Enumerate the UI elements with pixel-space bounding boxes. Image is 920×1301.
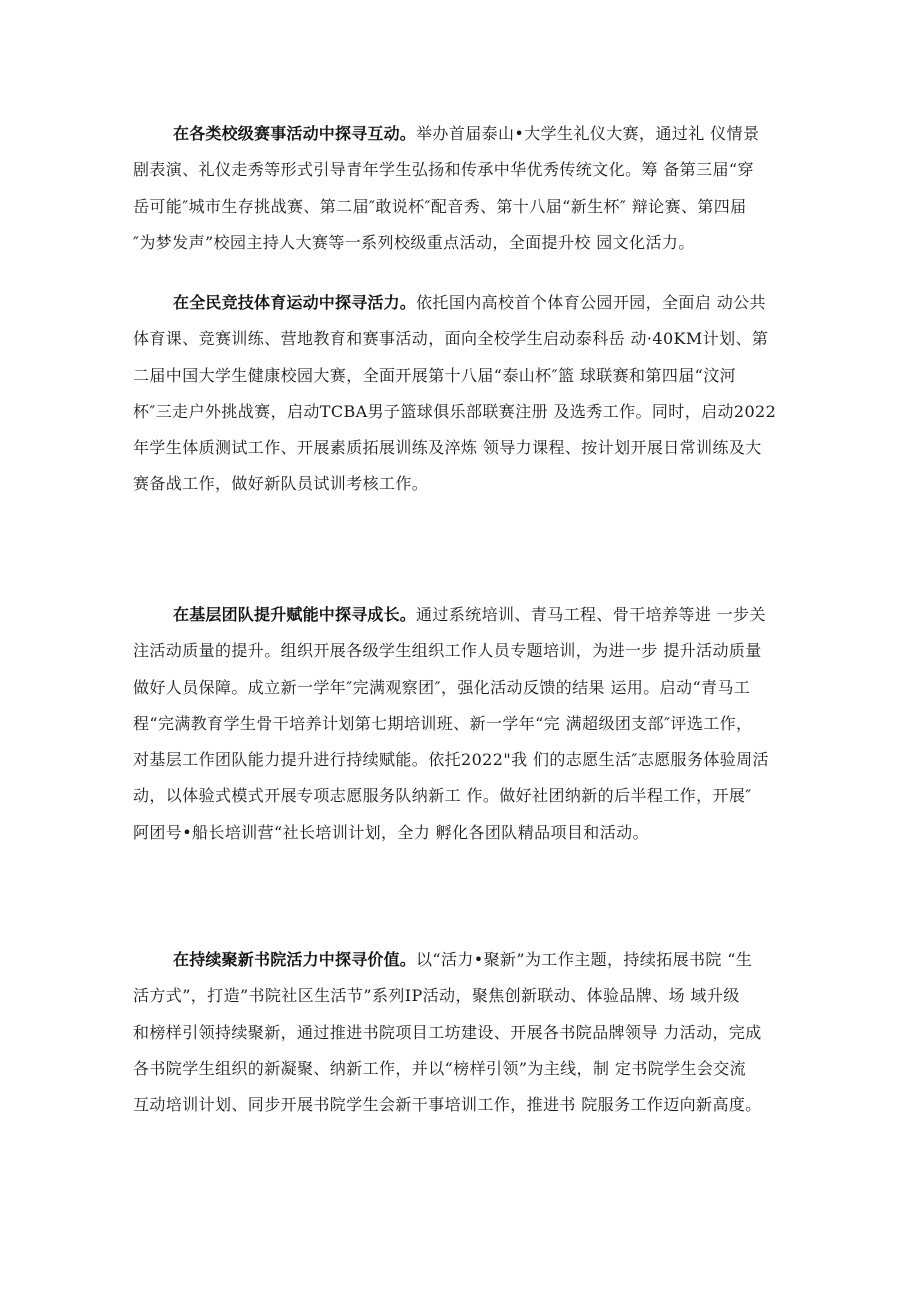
paragraph-line: 动，以体验式模式开展专项志愿服务队纳新工 作。做好社团纳新的后半程工作，开展″ bbox=[133, 786, 752, 806]
paragraph-line: 各书院学生组织的新凝聚、纳新工作，并以“榜样引领”为主线，制 定书院学生会交流 bbox=[133, 1058, 747, 1078]
paragraph-line: 二届中国大学生健康校园大赛，全面开展第十八届“泰山杯″篮 球联赛和第四届“汶河 bbox=[133, 365, 737, 385]
paragraph-line: 年学生体质测试工作、开展素质拓展训练及淬炼 领导力课程、按计划开展日常训练及大 bbox=[133, 438, 762, 458]
paragraph-sports-activities bbox=[133, 285, 793, 503]
paragraph-line: 做好人员保障。成立新一学年″完满观察团″，强化活动反馈的结果 运用。启动“青马工 bbox=[133, 677, 751, 697]
paragraph-heading: 在各类校级赛事活动中探寻互动。 bbox=[173, 124, 417, 143]
paragraph-line bbox=[133, 942, 793, 978]
paragraph-line: 和榜样引领持续聚新，通过推进书院项目工坊建设、开展各书院品牌领导 力活动，完成 bbox=[133, 1022, 762, 1042]
paragraph-line: 程“完满教育学生骨干培养计划第七期培训班、新一学年“完 满超级团支部″评选工作， bbox=[133, 713, 753, 733]
paragraph-line: 对基层工作团队能力提升进行持续赋能。依托2022"我 们的志愿生活″志愿服务体验周活 bbox=[133, 750, 769, 770]
paragraph-line bbox=[133, 597, 793, 633]
paragraph-heading: 在全民竞技体育运动中探寻活力。 bbox=[173, 293, 417, 312]
paragraph-heading: 在基层团队提升赋能中探寻成长。 bbox=[173, 605, 417, 624]
paragraph-line: 杯″三走户外挑战赛，启动TCBA男子篮球俱乐部联赛注册 及选秀工作。同时，启动2022 bbox=[133, 401, 777, 421]
paragraph-line: 活方式”，打造”书院社区生活节”系列IP活动，聚焦创新联动、体验品牌、场 域升级 bbox=[133, 986, 740, 1006]
paragraph-line: 赛备战工作，做好新队员试训考核工作。 bbox=[133, 474, 429, 494]
paragraph-text: 举办首届泰山•大学生礼仪大赛，通过礼 仪情景 bbox=[416, 124, 760, 143]
paragraph-school-competitions bbox=[133, 116, 793, 261]
paragraph-line bbox=[133, 285, 793, 321]
paragraph-line: 岳可能″城市生存挑战赛、第二届″敢说杯″配音秀、第十八届“新生杯″ 辩论赛、第四届 bbox=[133, 196, 747, 216]
paragraph-line bbox=[133, 116, 793, 152]
paragraph-text: 依托国内高校首个体育公园开园，全面启 动公共 bbox=[416, 293, 766, 312]
paragraph-line: 剧表演、礼仪走秀等形式引导青年学生弘扬和传承中华优秀传统文化。筹 备第三届“穿 bbox=[133, 160, 754, 180]
paragraph-heading: 在持续聚新书院活力中探寻价值。 bbox=[173, 950, 417, 969]
paragraph-line: 阿团号•船长培训营“社长培训计划，全力 孵化各团队精品项目和活动。 bbox=[133, 822, 649, 842]
paragraph-team-empowerment bbox=[133, 597, 793, 851]
paragraph-college-vitality bbox=[133, 942, 793, 1123]
paragraph-line: 注活动质量的提升。组织开展各级学生组织工作人员专题培训，为进一步 提升活动质量 bbox=[133, 641, 762, 661]
paragraph-text: 以“活力•聚新”为工作主题，持续拓展书院 “生 bbox=[416, 950, 753, 969]
paragraph-line: 互动培训计划、同步开展书院学生会新干事培训工作，推进书 院服务工作迈向新高度。 bbox=[133, 1095, 762, 1115]
paragraph-text: 通过系统培训、青马工程、骨干培养等进 一步关 bbox=[416, 605, 766, 624]
paragraph-line: ″为梦发声”校园主持人大赛等一系列校级重点活动，全面提升校 园文化活力。 bbox=[133, 232, 695, 252]
paragraph-line: 体育课、竞赛训练、营地教育和赛事活动，面向全校学生启动泰科岳 动·40KM计划、第 bbox=[133, 329, 769, 349]
